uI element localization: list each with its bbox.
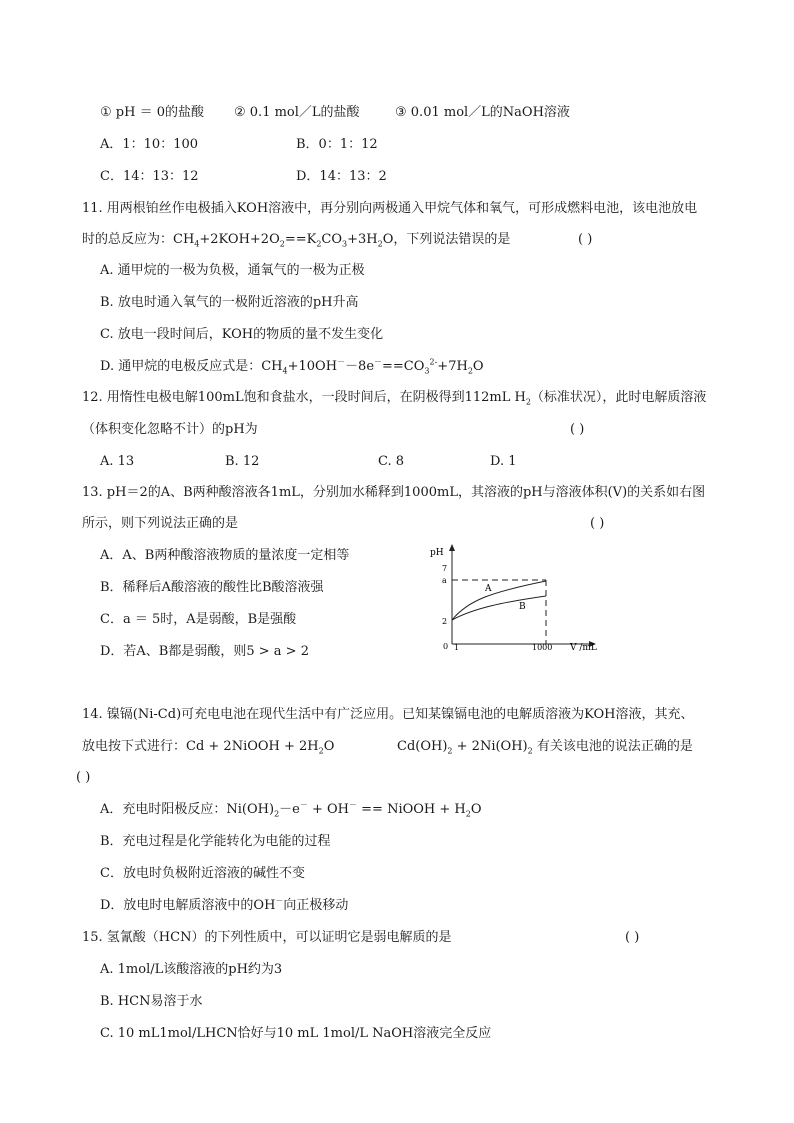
x-tick-1000: 1000 (532, 643, 553, 652)
curve-a (452, 581, 546, 620)
q12-stem-line2: （体积变化忽略不计）的pH为 (82, 422, 258, 437)
q14-option-d: D．放电时电解质溶液中的OH－向正极移动 (100, 896, 349, 913)
q12-stem-line1: 12. 用惰性电极电解100mL饱和食盐水，一段时间后，在阴极得到112mL $H_2$（标准状况），此时电解质溶液 (82, 390, 707, 407)
q12-option-c: C. 8 (378, 454, 405, 469)
q14-answer-blank: ( ) (76, 770, 91, 785)
q11-answer-blank: ( ) (578, 232, 593, 247)
q11-option-a: A. 通甲烷的一极为负极，通氧气的一极为正极 (100, 263, 365, 278)
q12-option-a: A. 13 (100, 454, 135, 469)
q14-option-a: A．充电时阳极反应：$Ni(OH)_2-e^- + OH^-$ == NiOOH + $H_2O$ (100, 800, 482, 819)
q12-option-b: B. 12 (225, 454, 260, 469)
q12-answer-blank: ( ) (570, 422, 585, 437)
y-axis-arrow (449, 544, 455, 551)
q10-option-b: B．0：1：12 (296, 137, 378, 152)
q13-stem-line1: 13. pH＝2的A、B两种酸溶液各1mL，分别加水稀释到1000mL，其溶液的pH与溶液体积(V)的关系如右图 (82, 485, 706, 500)
q12-option-d: D. 1 (490, 454, 517, 469)
curve-b-label: B (519, 602, 526, 612)
q15-stem: 15. 氢氰酸（HCN）的下列性质中，可以证明它是弱电解质的是 (82, 930, 452, 945)
q13-option-b: B．稀释后A酸溶液的酸性比B酸溶液强 (100, 580, 324, 595)
x-tick-1: 1 (454, 643, 460, 652)
q13-stem-line2: 所示，则下列说法正确的是 (82, 516, 239, 531)
q11-option-b: B. 放电时通入氧气的一极附近溶液的pH升高 (100, 295, 359, 310)
y-tick-2: 2 (442, 617, 448, 626)
q13-answer-blank: ( ) (590, 516, 605, 531)
q10-option-d: D．14：13：2 (296, 169, 387, 184)
q14-option-b: B．充电过程是化学能转化为电能的过程 (100, 834, 331, 849)
q14-option-c: C．放电时负极附近溶液的碱性不变 (100, 866, 305, 881)
q11-option-d: D. 通甲烷的电极反应式是：$CH_4+10OH^--8e^-==CO_3^{2-}+7H_2O$ (100, 357, 484, 376)
curve-b (452, 596, 546, 620)
q13-option-c: C．a ＝ 5时，A是弱酸，B是强酸 (100, 612, 297, 627)
curve-a-label: A (485, 584, 492, 594)
q10-option-a: A．1：10：100 (100, 137, 199, 152)
q15-answer-blank: ( ) (625, 930, 640, 945)
q15-option-c: C. 10 mL1mol/LHCN恰好与10 mL 1mol/L NaOH溶液完全反应 (100, 1026, 492, 1041)
q11-stem-line1: 11. 用两根铂丝作电极插入KOH溶液中，再分别向两极通入甲烷气体和氧气，可形成燃料电池，该电池放电 (82, 201, 698, 216)
y-tick-7: 7 (442, 564, 448, 573)
ph-dilution-chart (420, 540, 610, 655)
y-axis-label: pH (430, 548, 444, 558)
q15-option-b: B. HCN易溶于水 (100, 994, 203, 1009)
q11-option-c: C. 放电一段时间后，KOH的物质的量不发生变化 (100, 327, 384, 342)
origin-label: 0 (443, 642, 449, 651)
q10-solution-2: ② 0.1 mol／L的盐酸 (234, 105, 360, 120)
q13-option-d: D．若A、B都是弱酸，则5 > a > 2 (100, 644, 309, 659)
q14-stem-line2-left: 放电按下式进行：Cd + 2NiOOH + $2H_2O$ (82, 739, 335, 756)
x-axis-label: V /mL (570, 643, 597, 653)
q14-stem-line2-right: $Cd(OH)_2 + 2Ni(OH)_2$ 有关该电池的说法正确的是 (397, 739, 693, 756)
q15-option-a: A. 1mol/L该酸溶液的pH约为3 (100, 962, 283, 977)
q13-option-a: A．A、B两种酸溶液物质的量浓度一定相等 (100, 548, 350, 563)
q11-stem-line2: 时的总反应为：$CH_4+2KOH+2O_2==K_2CO_3+3H_2O$，下列说法错误的是 (82, 232, 511, 249)
q10-option-c: C．14：13：12 (100, 169, 199, 184)
q10-solution-3: ③ 0.01 mol／L的NaOH溶液 (395, 105, 570, 120)
q10-solution-1: ① pH ＝ 0的盐酸 (100, 105, 204, 120)
q14-stem-line1: 14. 镍镉(Ni-Cd)可充电电池在现代生活中有广泛应用。已知某镍镉电池的电解质溶液为KOH溶液，其充、 (82, 707, 694, 722)
y-tick-a: a (442, 576, 447, 585)
